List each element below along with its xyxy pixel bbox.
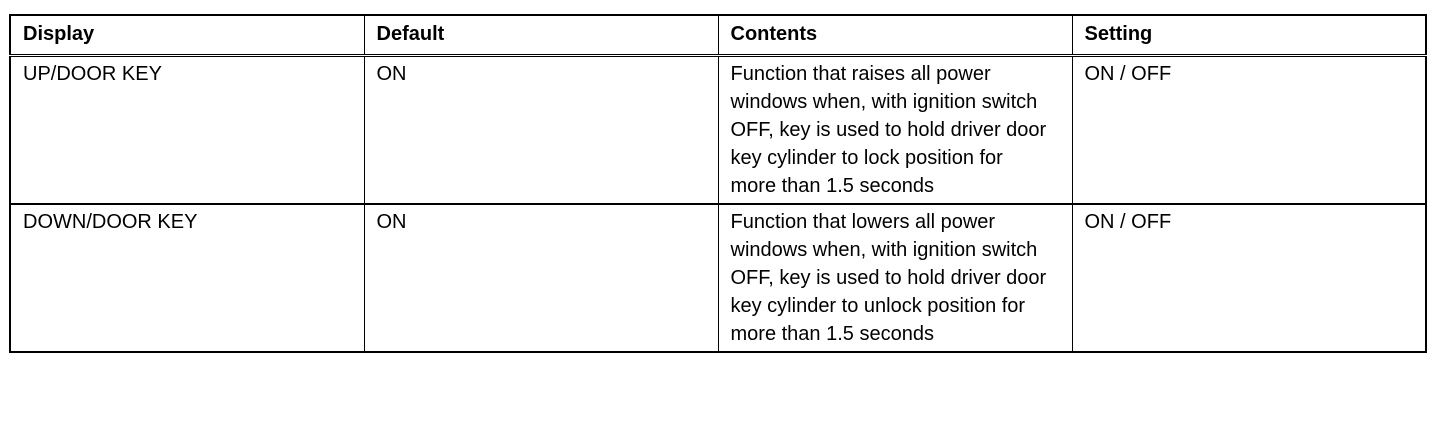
default-value: ON <box>376 63 407 85</box>
display-value: UP/DOOR KEY <box>23 63 162 85</box>
cell-contents <box>718 204 1072 352</box>
table-header-row <box>10 15 1426 56</box>
settings-table <box>9 14 1427 353</box>
header-default: Default <box>364 15 718 56</box>
cell-setting <box>1072 204 1426 352</box>
cell-display <box>10 56 364 205</box>
contents-value: Function that raises all power windows when, with ignition switch OFF, key is used to hold driver door key cylinder to lock position for more than 1.5 seconds <box>730 63 1047 197</box>
setting-value: ON / OFF <box>1084 211 1172 233</box>
cell-contents <box>718 56 1072 205</box>
table-row <box>10 204 1426 352</box>
cell-default <box>364 56 718 205</box>
header-display: Display <box>10 15 364 56</box>
display-value: DOWN/DOOR KEY <box>23 211 198 233</box>
setting-value: ON / OFF <box>1084 63 1172 85</box>
contents-value: Function that lowers all power windows when, with ignition switch OFF, key is used to hold driver door key cylinder to unlock position for more than 1.5 seconds <box>730 211 1047 345</box>
cell-display <box>10 204 364 352</box>
header-setting: Setting <box>1072 15 1426 56</box>
header-contents: Contents <box>718 15 1072 56</box>
default-value: ON <box>376 211 407 233</box>
cell-setting <box>1072 56 1426 205</box>
cell-default <box>364 204 718 352</box>
table-row <box>10 56 1426 205</box>
